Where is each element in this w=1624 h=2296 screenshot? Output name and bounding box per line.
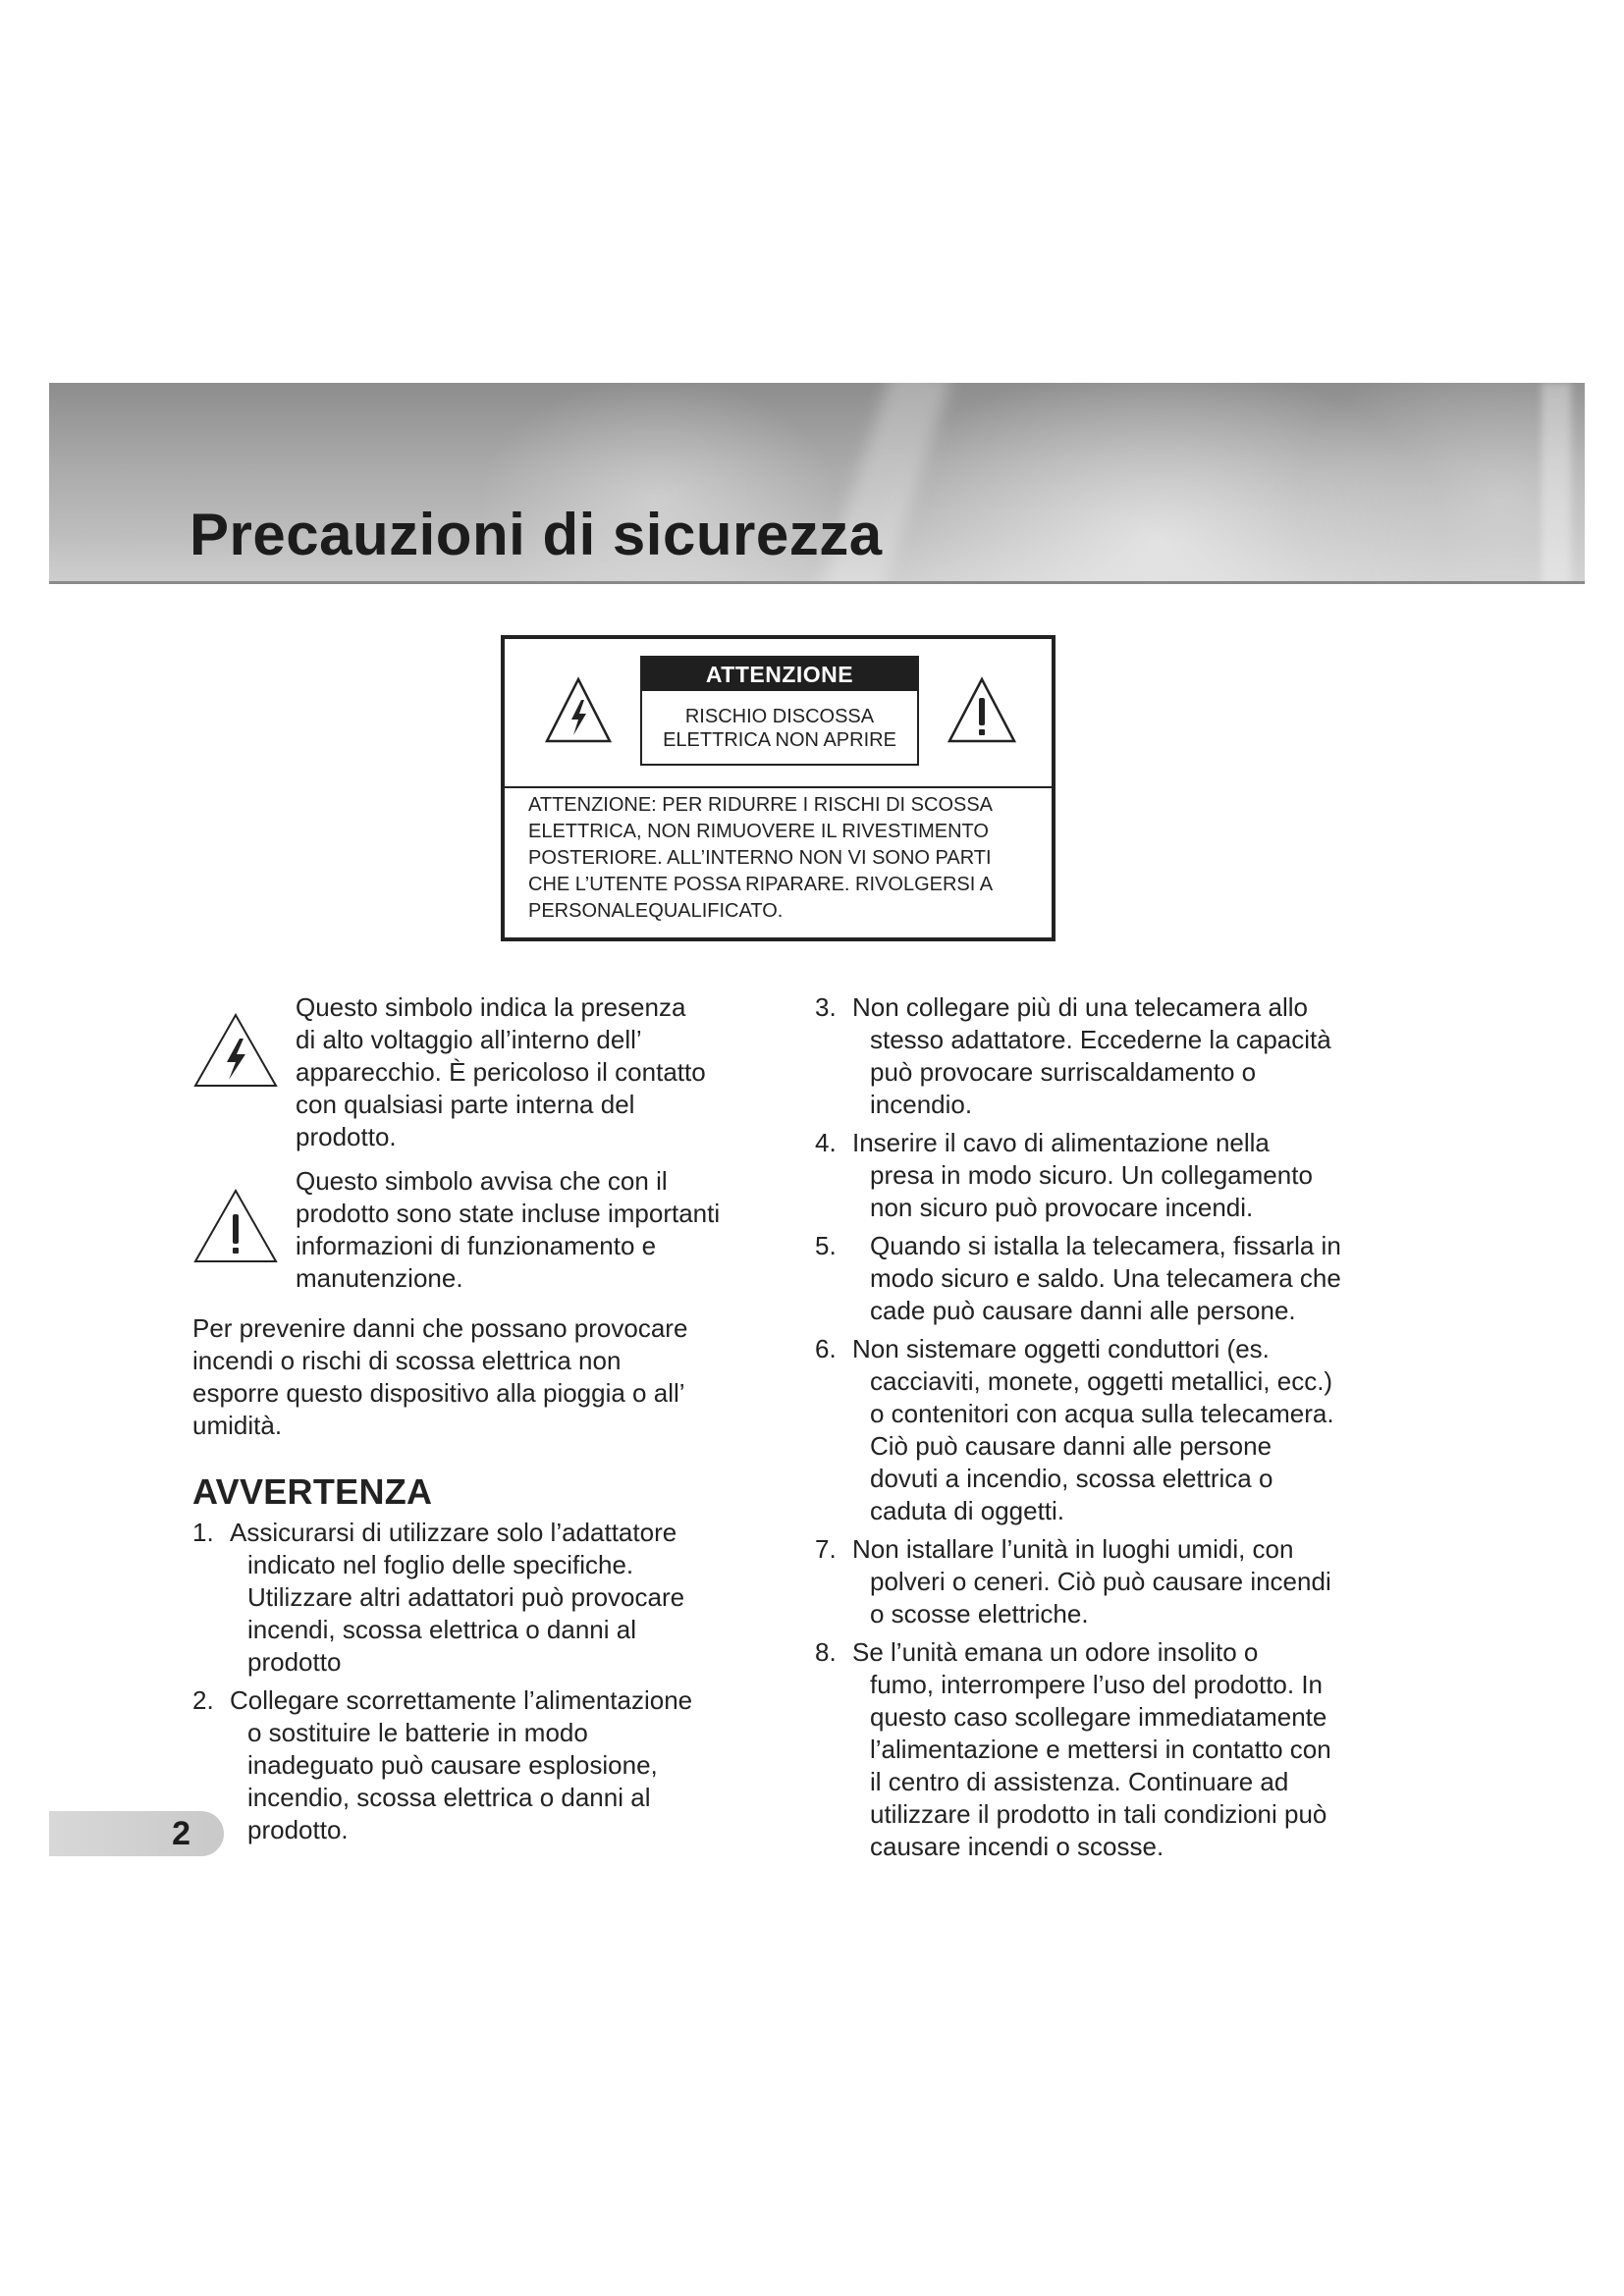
list-number: 7. bbox=[815, 1534, 837, 1564]
list-text-line: Inserire il cavo di alimentazione nella bbox=[852, 1128, 1270, 1157]
attention-subtext bbox=[642, 691, 917, 752]
list-item bbox=[815, 1636, 1394, 1863]
list-text-line: inadeguato può causare esplosione, bbox=[247, 1750, 658, 1780]
list-text-line: dovuti a incendio, scossa elettrica o bbox=[870, 1464, 1273, 1493]
symbol-explanation bbox=[192, 991, 782, 1153]
warning-label-line: PERSONALEQUALIFICATO. bbox=[528, 900, 784, 922]
warning-label-text bbox=[528, 792, 1039, 925]
symbol-description bbox=[296, 991, 782, 1153]
symbol-text-line: prodotto sono state incluse importanti bbox=[296, 1199, 721, 1228]
attention-subtext-line: RISCHIO DISCOSSA bbox=[684, 706, 875, 727]
warning-label-line: ELETTRICA, NON RIMUOVERE IL RIVESTIMENTO bbox=[528, 821, 989, 842]
banner-divider bbox=[49, 581, 1585, 584]
paragraph-line: umidità. bbox=[192, 1411, 283, 1440]
page-number-tab bbox=[49, 1811, 224, 1856]
list-text-line: fumo, interrompere l’uso del prodotto. In bbox=[870, 1670, 1324, 1699]
intro-paragraph bbox=[192, 1312, 782, 1442]
symbol-description bbox=[296, 1165, 782, 1295]
symbol-text-line: apparecchio. È pericoloso il contatto bbox=[296, 1057, 706, 1087]
list-text bbox=[852, 1636, 1394, 1863]
lightning-warning-icon bbox=[192, 1011, 279, 1090]
right-column bbox=[815, 991, 1394, 1863]
page-number: 2 bbox=[172, 1815, 190, 1852]
lightning-warning-icon bbox=[544, 676, 613, 745]
list-text-line: incendio. bbox=[870, 1090, 973, 1119]
list-item bbox=[815, 1333, 1394, 1527]
list-text bbox=[852, 1230, 1394, 1327]
list-number: 1. bbox=[192, 1518, 214, 1547]
attention-panel bbox=[640, 656, 919, 766]
warning-label-box bbox=[501, 635, 1056, 941]
list-text-line: indicato nel foglio delle specifiche. bbox=[247, 1550, 634, 1579]
list-text-line: stesso adattatore. Eccederne la capacità bbox=[870, 1025, 1331, 1054]
symbol-text-line: prodotto. bbox=[296, 1122, 397, 1151]
list-text-line: utilizzare il prodotto in tali condizioni può bbox=[870, 1799, 1327, 1829]
left-column bbox=[192, 991, 782, 1846]
list-item bbox=[815, 1230, 1394, 1327]
list-item bbox=[815, 1127, 1394, 1224]
list-text bbox=[230, 1517, 782, 1679]
section-heading: AVVERTENZA bbox=[192, 1471, 433, 1512]
list-item bbox=[815, 991, 1394, 1121]
list-text-line: o scosse elettriche. bbox=[870, 1599, 1089, 1629]
list-text bbox=[852, 1533, 1394, 1630]
list-text bbox=[852, 1127, 1394, 1224]
warning-list-left bbox=[192, 1517, 782, 1846]
list-item bbox=[192, 1684, 782, 1846]
list-item bbox=[192, 1517, 782, 1679]
list-text-line: prodotto. bbox=[247, 1815, 349, 1844]
list-text-line: Utilizzare altri adattatori può provocare bbox=[247, 1582, 685, 1612]
list-text-line: caduta di oggetti. bbox=[870, 1496, 1065, 1525]
paragraph-line: esporre questo dispositivo alla pioggia o all’ bbox=[192, 1378, 685, 1408]
attention-subtext-line: ELETTRICA NON APRIRE bbox=[663, 729, 896, 751]
symbol-text-line: con qualsiasi parte interna del bbox=[296, 1090, 635, 1119]
warning-label-line: ATTENZIONE: PER RIDURRE I RISCHI DI SCOSSA bbox=[528, 794, 994, 816]
list-text-line: Se l’unità emana un odore insolito o bbox=[852, 1637, 1259, 1667]
attention-heading: ATTENZIONE bbox=[642, 658, 917, 691]
list-number: 2. bbox=[192, 1685, 214, 1715]
list-text-line: il centro di assistenza. Continuare ad bbox=[870, 1767, 1289, 1796]
paragraph-line: incendi o rischi di scossa elettrica non bbox=[192, 1346, 622, 1375]
list-text-line: Collegare scorrettamente l’alimentazione bbox=[230, 1685, 693, 1715]
list-text-line: Non sistemare oggetti conduttori (es. bbox=[852, 1334, 1270, 1363]
paragraph-line: Per prevenire danni che possano provocare bbox=[192, 1313, 688, 1343]
symbol-text-line: manutenzione. bbox=[296, 1263, 463, 1293]
symbol-text-line: di alto voltaggio all’interno dell’ bbox=[296, 1025, 642, 1054]
warning-label-top bbox=[505, 639, 1052, 788]
exclamation-warning-icon bbox=[947, 676, 1017, 745]
list-text-line: o sostituire le batterie in modo bbox=[247, 1718, 588, 1747]
list-text-line: o contenitori con acqua sulla telecamera. bbox=[870, 1399, 1334, 1428]
banner-decoration bbox=[1542, 383, 1571, 584]
symbol-explanation bbox=[192, 1165, 782, 1295]
list-text-line: questo caso scollegare immediatamente bbox=[870, 1702, 1327, 1732]
list-text-line: Quando si istalla la telecamera, fissarla in bbox=[870, 1231, 1341, 1260]
symbol-text-line: Questo simbolo indica la presenza bbox=[296, 992, 686, 1022]
list-number: 6. bbox=[815, 1334, 837, 1363]
list-text-line: Non istallare l’unità in luoghi umidi, con bbox=[852, 1534, 1294, 1564]
warning-label-line: POSTERIORE. ALL’INTERNO NON VI SONO PARTI bbox=[528, 847, 992, 869]
list-text-line: incendi, scossa elettrica o danni al bbox=[247, 1615, 637, 1644]
list-text-line: non sicuro può provocare incendi. bbox=[870, 1193, 1254, 1222]
list-number: 8. bbox=[815, 1637, 837, 1667]
list-text-line: cade può causare danni alle persone. bbox=[870, 1296, 1296, 1325]
list-text-line: presa in modo sicuro. Un collegamento bbox=[870, 1160, 1313, 1190]
list-text-line: Assicurarsi di utilizzare solo l’adattatore bbox=[230, 1518, 677, 1547]
page-title: Precauzioni di sicurezza bbox=[189, 502, 883, 567]
list-number: 4. bbox=[815, 1128, 837, 1157]
list-text bbox=[230, 1684, 782, 1846]
list-text-line: può provocare surriscaldamento o bbox=[870, 1057, 1257, 1087]
list-text-line: polveri o ceneri. Ciò può causare incendi bbox=[870, 1567, 1331, 1596]
list-text-line: Non collegare più di una telecamera allo bbox=[852, 992, 1308, 1022]
list-text-line: modo sicuro e saldo. Una telecamera che bbox=[870, 1263, 1341, 1293]
symbol-text-line: informazioni di funzionamento e bbox=[296, 1231, 657, 1260]
symbol-text-line: Questo simbolo avvisa che con il bbox=[296, 1166, 668, 1196]
list-text-line: incendio, scossa elettrica o danni al bbox=[247, 1783, 651, 1812]
list-text-line: causare incendi o scosse. bbox=[870, 1832, 1164, 1861]
header-banner bbox=[49, 383, 1585, 584]
list-item bbox=[815, 1533, 1394, 1630]
list-text-line: cacciaviti, monete, oggetti metallici, ecc.) bbox=[870, 1366, 1333, 1396]
warning-label-line: CHE L’UTENTE POSSA RIPARARE. RIVOLGERSI A bbox=[528, 874, 994, 895]
list-text-line: l’alimentazione e mettersi in contatto con bbox=[870, 1735, 1331, 1764]
list-text-line: Ciò può causare danni alle persone bbox=[870, 1431, 1272, 1461]
list-text-line: prodotto bbox=[247, 1647, 342, 1677]
list-text bbox=[852, 1333, 1394, 1527]
list-number: 3. bbox=[815, 992, 837, 1022]
list-text bbox=[852, 991, 1394, 1121]
exclamation-warning-icon bbox=[192, 1187, 279, 1265]
list-number: 5. bbox=[815, 1231, 837, 1260]
